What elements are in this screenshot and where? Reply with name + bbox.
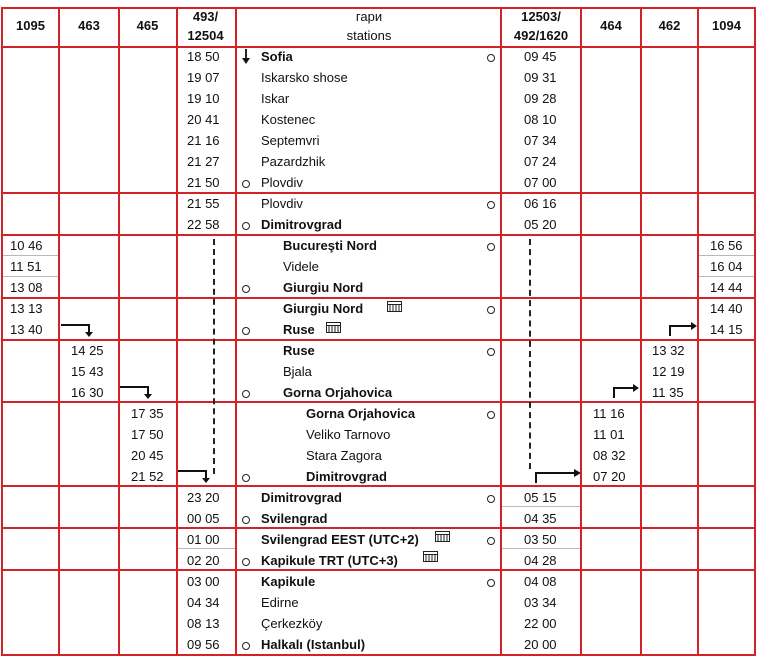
station-name: Iskarsko shose [261,70,348,85]
stop-circle-icon [242,222,250,230]
station-name: Ruse [283,343,315,358]
header-train-12504: 12504 [187,28,224,43]
turn-arrow-icon [61,322,95,338]
station-name: Edirne [261,595,299,610]
time-cell-463: 15 43 [71,364,104,379]
stop-circle-icon [242,285,250,293]
station-name: Gorna Orjahovica [283,385,393,400]
turn-arrow-icon [120,384,154,400]
time-cell-464: 11 16 [593,406,625,421]
time-cell-12503: 05 15 [524,490,557,505]
time-cell-12503: 04 35 [524,511,557,526]
border-crossing-icon [423,551,438,562]
row-rule [1,297,756,299]
time-cell-493: 23 20 [187,490,220,505]
time-cell-1094: 14 15 [710,322,743,337]
stop-circle-icon [242,180,250,188]
station-name: Septemvri [261,133,320,148]
station-name: Halkalı (Istanbul) [261,637,366,652]
time-cell-12503: 09 45 [524,49,557,64]
time-cell-1095: 10 46 [10,238,43,253]
time-cell-12503: 22 00 [524,616,557,631]
column-rule [580,7,582,655]
header-train-462: 462 [658,18,681,33]
border-crossing-icon [435,531,450,542]
cell-rule [3,276,58,277]
time-cell-1094: 14 40 [710,301,743,316]
time-cell-12503: 20 00 [524,637,557,652]
time-cell-465: 17 50 [131,427,164,442]
station-name: Kapikule [261,574,316,589]
time-cell-12503: 07 24 [524,154,557,169]
border-crossing-icon [326,322,341,333]
station-name: Svilengrad [261,511,328,526]
station-name: Giurgiu Nord [283,301,364,316]
station-name: Plovdiv [261,175,303,190]
cell-rule [502,506,580,507]
time-cell-463: 14 25 [71,343,104,358]
stop-circle-icon [487,201,495,209]
row-rule [1,654,756,656]
station-name: Çerkezköy [261,616,323,631]
station-name: Iskar [261,91,290,106]
header-train-12503: 12503/ [521,9,561,24]
time-cell-12503: 05 20 [524,217,557,232]
turn-arrow-icon [534,469,582,485]
time-cell-12503: 03 50 [524,532,557,547]
station-name: Giurgiu Nord [283,280,364,295]
time-cell-493: 21 16 [187,133,220,148]
station-name: Pazardzhik [261,154,326,169]
row-rule [1,192,756,194]
time-cell-1095: 11 51 [10,259,42,274]
time-cell-493: 02 20 [187,553,220,568]
stop-circle-icon [242,390,250,398]
stop-circle-icon [487,411,495,419]
station-name: Dimitrovgrad [261,217,342,232]
time-cell-493: 04 34 [187,595,220,610]
stop-circle-icon [487,348,495,356]
stop-circle-icon [487,537,495,545]
time-cell-463: 16 30 [71,385,104,400]
time-cell-12503: 04 28 [524,553,557,568]
stop-circle-icon [487,54,495,62]
row-rule [1,46,756,48]
stop-circle-icon [242,558,250,566]
row-rule [1,234,756,236]
header-stations-en: stations [346,28,392,43]
stop-circle-icon [487,306,495,314]
time-cell-12503: 06 16 [524,196,557,211]
station-name: Plovdiv [261,196,303,211]
row-rule [1,7,756,9]
time-cell-465: 21 52 [131,469,164,484]
time-cell-493: 19 10 [187,91,220,106]
station-name: Bjala [283,364,312,379]
cell-rule [178,548,235,549]
stop-circle-icon [242,327,250,335]
column-rule [118,7,120,655]
station-name: Kapikule TRT (UTC+3) [261,553,398,568]
stop-circle-icon [487,243,495,251]
time-cell-1095: 13 08 [10,280,43,295]
station-name: Gorna Orjahovica [306,406,416,421]
time-cell-493: 09 56 [187,637,220,652]
stop-circle-icon [487,579,495,587]
time-cell-12503: 07 00 [524,175,557,190]
time-cell-1094: 16 56 [710,238,743,253]
time-cell-464: 08 32 [593,448,626,463]
cell-rule [502,548,580,549]
header-train-464: 464 [600,18,622,33]
stop-circle-icon [242,642,250,650]
time-cell-1095: 13 13 [10,301,43,316]
time-cell-493: 21 27 [187,154,220,169]
station-name: Dimitrovgrad [261,490,342,505]
time-cell-493: 03 00 [187,574,220,589]
time-cell-462: 12 19 [652,364,685,379]
time-cell-1094: 16 04 [710,259,743,274]
time-cell-493: 01 00 [187,532,220,547]
row-rule [1,527,756,529]
header-train-1095: 1095 [16,18,45,33]
station-name: Kostenec [261,112,316,127]
cell-rule [699,276,754,277]
column-rule [1,7,3,655]
time-cell-465: 17 35 [131,406,164,421]
border-crossing-icon [387,301,402,312]
time-cell-464: 11 01 [593,427,625,442]
time-cell-462: 11 35 [652,385,684,400]
station-name: Svilengrad EEST (UTC+2) [261,532,419,547]
time-cell-493: 18 50 [187,49,220,64]
time-cell-1094: 14 44 [710,280,743,295]
time-cell-12503: 04 08 [524,574,557,589]
time-cell-493: 21 50 [187,175,220,190]
time-cell-465: 20 45 [131,448,164,463]
cell-rule [699,255,754,256]
header-train-493: 493/ [192,9,219,24]
station-name: Dimitrovgrad [306,469,387,484]
time-cell-493: 00 05 [187,511,220,526]
column-rule [58,7,60,655]
header-train-1094: 1094 [712,18,741,33]
header-train-465: 465 [136,18,159,33]
time-cell-464: 07 20 [593,469,626,484]
time-cell-493: 19 07 [187,70,220,85]
station-name: Ruse [283,322,315,337]
column-rule [500,7,502,655]
station-name: Bucureşti Nord [283,238,377,253]
time-cell-462: 13 32 [652,343,685,358]
time-cell-12503: 08 10 [524,112,557,127]
station-name: Veliko Tarnovo [306,427,391,442]
row-rule [1,569,756,571]
time-cell-493: 08 13 [187,616,220,631]
stop-circle-icon [242,516,250,524]
time-cell-12503: 07 34 [524,133,557,148]
dashed-through-line [213,239,215,474]
stop-circle-icon [242,474,250,482]
time-cell-12503: 09 28 [524,91,557,106]
time-cell-493: 22 58 [187,217,220,232]
turn-arrow-icon [178,468,212,484]
time-cell-1095: 13 40 [10,322,43,337]
stop-circle-icon [487,495,495,503]
time-cell-12503: 03 34 [524,595,557,610]
row-rule [1,485,756,487]
dashed-through-line [529,239,531,469]
turn-arrow-icon [668,322,698,338]
time-cell-493: 21 55 [187,196,220,211]
column-rule [640,7,642,655]
time-cell-493: 20 41 [187,112,220,127]
station-name: Videle [283,259,319,274]
header-train-492-1620: 492/1620 [513,28,569,43]
column-rule [176,7,178,655]
turn-arrow-icon [612,384,640,400]
column-rule [754,7,756,655]
time-cell-12503: 09 31 [524,70,557,85]
station-name: Stara Zagora [306,448,382,463]
cell-rule [3,255,58,256]
row-rule [1,401,756,403]
station-name: Sofia [261,49,293,64]
row-rule [1,339,756,341]
header-train-463: 463 [78,18,100,33]
column-rule [235,7,237,655]
down-arrow-icon [241,49,251,65]
header-stations-bg: гари [355,9,383,24]
